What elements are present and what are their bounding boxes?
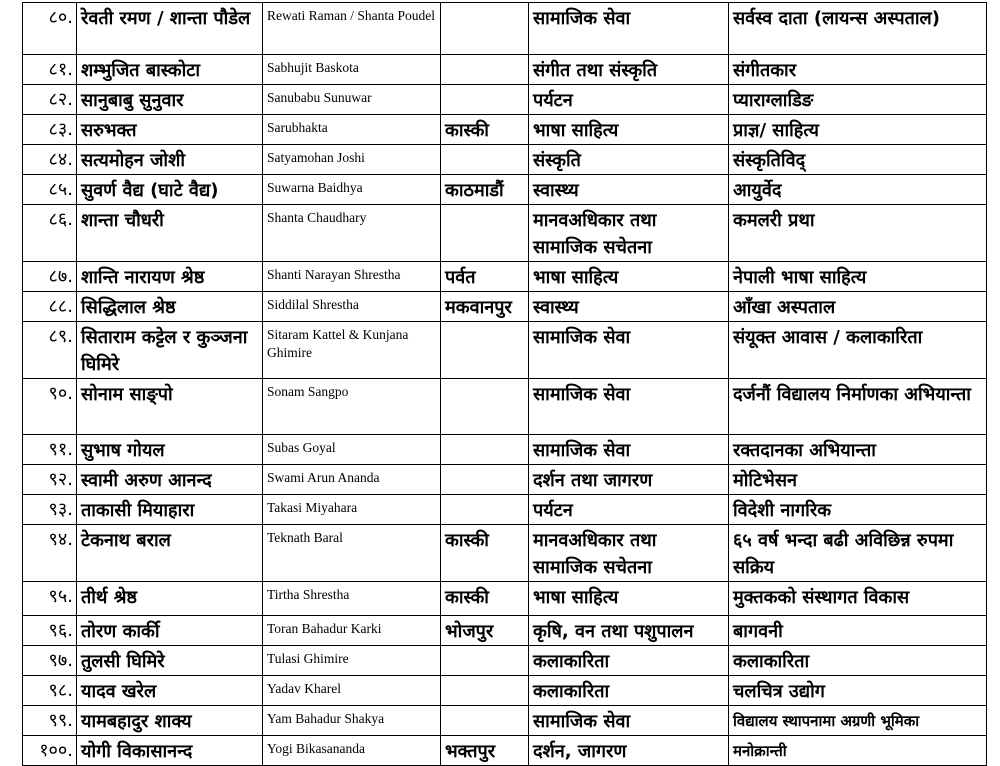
field: कलाकारिता — [529, 646, 729, 676]
row-number: ९९. — [23, 706, 77, 736]
name-english: Sanubabu Sunuwar — [263, 85, 441, 115]
district — [441, 3, 529, 55]
name-nepali: शम्भुजित बास्कोटा — [77, 55, 263, 85]
table-row — [23, 465, 987, 495]
contribution: बागवनी — [729, 616, 987, 646]
field: मानवअधिकार तथा सामाजिक सचेतना — [529, 525, 729, 582]
contribution: कमलरी प्रथा — [729, 205, 987, 262]
name-english: Sonam Sangpo — [263, 379, 441, 435]
table-row — [23, 115, 987, 145]
name-english: Tirtha Shrestha — [263, 582, 441, 616]
district — [441, 145, 529, 175]
name-english: Tulasi Ghimire — [263, 646, 441, 676]
table-row — [23, 85, 987, 115]
district — [441, 205, 529, 262]
row-number: ९३. — [23, 495, 77, 525]
district — [441, 55, 529, 85]
table-row — [23, 262, 987, 292]
table-row — [23, 495, 987, 525]
name-nepali: तुलसी घिमिरे — [77, 646, 263, 676]
name-nepali: सोनाम साङ्पो — [77, 379, 263, 435]
name-nepali: सिताराम कट्टेल र कुञ्जना घिमिरे — [77, 322, 263, 379]
contribution: दर्जनौं विद्यालय निर्माणका अभियान्ता — [729, 379, 987, 435]
district: कास्की — [441, 582, 529, 616]
district: कास्की — [441, 115, 529, 145]
table-row — [23, 646, 987, 676]
table-row — [23, 676, 987, 706]
row-number: ९१. — [23, 435, 77, 465]
contribution: संयूक्त आवास / कलाकारिता — [729, 322, 987, 379]
name-nepali: योगी विकासानन्द — [77, 736, 263, 766]
table-row — [23, 582, 987, 616]
district — [441, 646, 529, 676]
name-nepali: शान्ता चौधरी — [77, 205, 263, 262]
district — [441, 379, 529, 435]
field: स्वास्थ्य — [529, 292, 729, 322]
district — [441, 495, 529, 525]
row-number: ८२. — [23, 85, 77, 115]
district — [441, 676, 529, 706]
name-english: Toran Bahadur Karki — [263, 616, 441, 646]
row-number: ८४. — [23, 145, 77, 175]
district — [441, 322, 529, 379]
contribution: प्याराग्लाडिङ — [729, 85, 987, 115]
contribution: मोटिभेसन — [729, 465, 987, 495]
field: संस्कृति — [529, 145, 729, 175]
field: दर्शन, जागरण — [529, 736, 729, 766]
name-english: Sarubhakta — [263, 115, 441, 145]
field: कृषि, वन तथा पशुपालन — [529, 616, 729, 646]
name-nepali: यादव खरेल — [77, 676, 263, 706]
name-nepali: सानुबाबु सुनुवार — [77, 85, 263, 115]
table-row — [23, 525, 987, 582]
name-nepali: सिद्धिलाल श्रेष्ठ — [77, 292, 263, 322]
district: भक्तपुर — [441, 736, 529, 766]
table-row — [23, 3, 987, 55]
table-row — [23, 322, 987, 379]
row-number: ९५. — [23, 582, 77, 616]
row-number: ८५. — [23, 175, 77, 205]
field: सामाजिक सेवा — [529, 435, 729, 465]
row-number: ९०. — [23, 379, 77, 435]
name-nepali: सुभाष गोयल — [77, 435, 263, 465]
district: मकवानपुर — [441, 292, 529, 322]
name-english: Yadav Kharel — [263, 676, 441, 706]
district: पर्वत — [441, 262, 529, 292]
name-english: Takasi Miyahara — [263, 495, 441, 525]
contribution: आयुर्वेद — [729, 175, 987, 205]
row-number: ८०. — [23, 3, 77, 55]
table-body — [23, 3, 987, 766]
name-english: Swami Arun Ananda — [263, 465, 441, 495]
name-nepali: स्वामी अरुण आनन्द — [77, 465, 263, 495]
contribution: नेपाली भाषा साहित्य — [729, 262, 987, 292]
contribution: संगीतकार — [729, 55, 987, 85]
district — [441, 706, 529, 736]
name-nepali: शान्ति नारायण श्रेष्ठ — [77, 262, 263, 292]
field: भाषा साहित्य — [529, 115, 729, 145]
field: कलाकारिता — [529, 676, 729, 706]
name-nepali: रेवती रमण / शान्ता पौडेल — [77, 3, 263, 55]
row-number: ९२. — [23, 465, 77, 495]
contribution: ६५ वर्ष भन्दा बढी अविछिन्न रुपमा सक्रिय — [729, 525, 987, 582]
field: पर्यटन — [529, 85, 729, 115]
row-number: ९७. — [23, 646, 77, 676]
name-nepali: सत्यमोहन जोशी — [77, 145, 263, 175]
name-nepali: सरुभक्त — [77, 115, 263, 145]
row-number: ८३. — [23, 115, 77, 145]
name-english: Yogi Bikasananda — [263, 736, 441, 766]
table-row — [23, 175, 987, 205]
row-number: ८६. — [23, 205, 77, 262]
row-number: ९८. — [23, 676, 77, 706]
name-english: Shanta Chaudhary — [263, 205, 441, 262]
field: स्वास्थ्य — [529, 175, 729, 205]
row-number: १००. — [23, 736, 77, 766]
name-english: Sitaram Kattel & Kunjana Ghimire — [263, 322, 441, 379]
district — [441, 465, 529, 495]
contribution: सर्वस्व दाता (लायन्स अस्पताल) — [729, 3, 987, 55]
name-english: Teknath Baral — [263, 525, 441, 582]
table-row — [23, 706, 987, 736]
name-nepali: यामबहादुर शाक्य — [77, 706, 263, 736]
row-number: ९४. — [23, 525, 77, 582]
field: सामाजिक सेवा — [529, 379, 729, 435]
field: सामाजिक सेवा — [529, 3, 729, 55]
table-row — [23, 435, 987, 465]
row-number: ८८. — [23, 292, 77, 322]
name-nepali: सुवर्ण वैद्य (घाटे वैद्य) — [77, 175, 263, 205]
name-english: Sabhujit Baskota — [263, 55, 441, 85]
table-row — [23, 379, 987, 435]
field: दर्शन तथा जागरण — [529, 465, 729, 495]
name-english: Shanti Narayan Shrestha — [263, 262, 441, 292]
honoree-table — [22, 2, 987, 766]
name-nepali: तोरण कार्की — [77, 616, 263, 646]
field: संगीत तथा संस्कृति — [529, 55, 729, 85]
contribution: विद्यालय स्थापनामा अग्रणी भूमिका — [729, 706, 987, 736]
contribution: प्राज्ञ/ साहित्य — [729, 115, 987, 145]
district — [441, 85, 529, 115]
row-number: ८९. — [23, 322, 77, 379]
table-row — [23, 145, 987, 175]
row-number: ९६. — [23, 616, 77, 646]
name-english: Subas Goyal — [263, 435, 441, 465]
table-row — [23, 205, 987, 262]
name-nepali: तीर्थ श्रेष्ठ — [77, 582, 263, 616]
field: सामाजिक सेवा — [529, 706, 729, 736]
name-english: Siddilal Shrestha — [263, 292, 441, 322]
table-row — [23, 292, 987, 322]
field: सामाजिक सेवा — [529, 322, 729, 379]
contribution: कलाकारिता — [729, 646, 987, 676]
table-row — [23, 736, 987, 766]
district: कास्की — [441, 525, 529, 582]
name-english: Yam Bahadur Shakya — [263, 706, 441, 736]
contribution: मुक्तकको संस्थागत विकास — [729, 582, 987, 616]
row-number: ८१. — [23, 55, 77, 85]
district: भोजपुर — [441, 616, 529, 646]
name-english: Satyamohan Joshi — [263, 145, 441, 175]
table-row — [23, 55, 987, 85]
name-english: Suwarna Baidhya — [263, 175, 441, 205]
field: भाषा साहित्य — [529, 262, 729, 292]
contribution: चलचित्र उद्योग — [729, 676, 987, 706]
field: भाषा साहित्य — [529, 582, 729, 616]
row-number: ८७. — [23, 262, 77, 292]
contribution: आँखा अस्पताल — [729, 292, 987, 322]
name-nepali: टेकनाथ बराल — [77, 525, 263, 582]
name-nepali: ताकासी मियाहारा — [77, 495, 263, 525]
contribution: मनोक्रान्ती — [729, 736, 987, 766]
field: मानवअधिकार तथा सामाजिक सचेतना — [529, 205, 729, 262]
district: काठमाडौं — [441, 175, 529, 205]
field: पर्यटन — [529, 495, 729, 525]
contribution: रक्तदानका अभियान्ता — [729, 435, 987, 465]
table-row — [23, 616, 987, 646]
district — [441, 435, 529, 465]
name-english: Rewati Raman / Shanta Poudel — [263, 3, 441, 55]
contribution: विदेशी नागरिक — [729, 495, 987, 525]
contribution: संस्कृतिविद् — [729, 145, 987, 175]
